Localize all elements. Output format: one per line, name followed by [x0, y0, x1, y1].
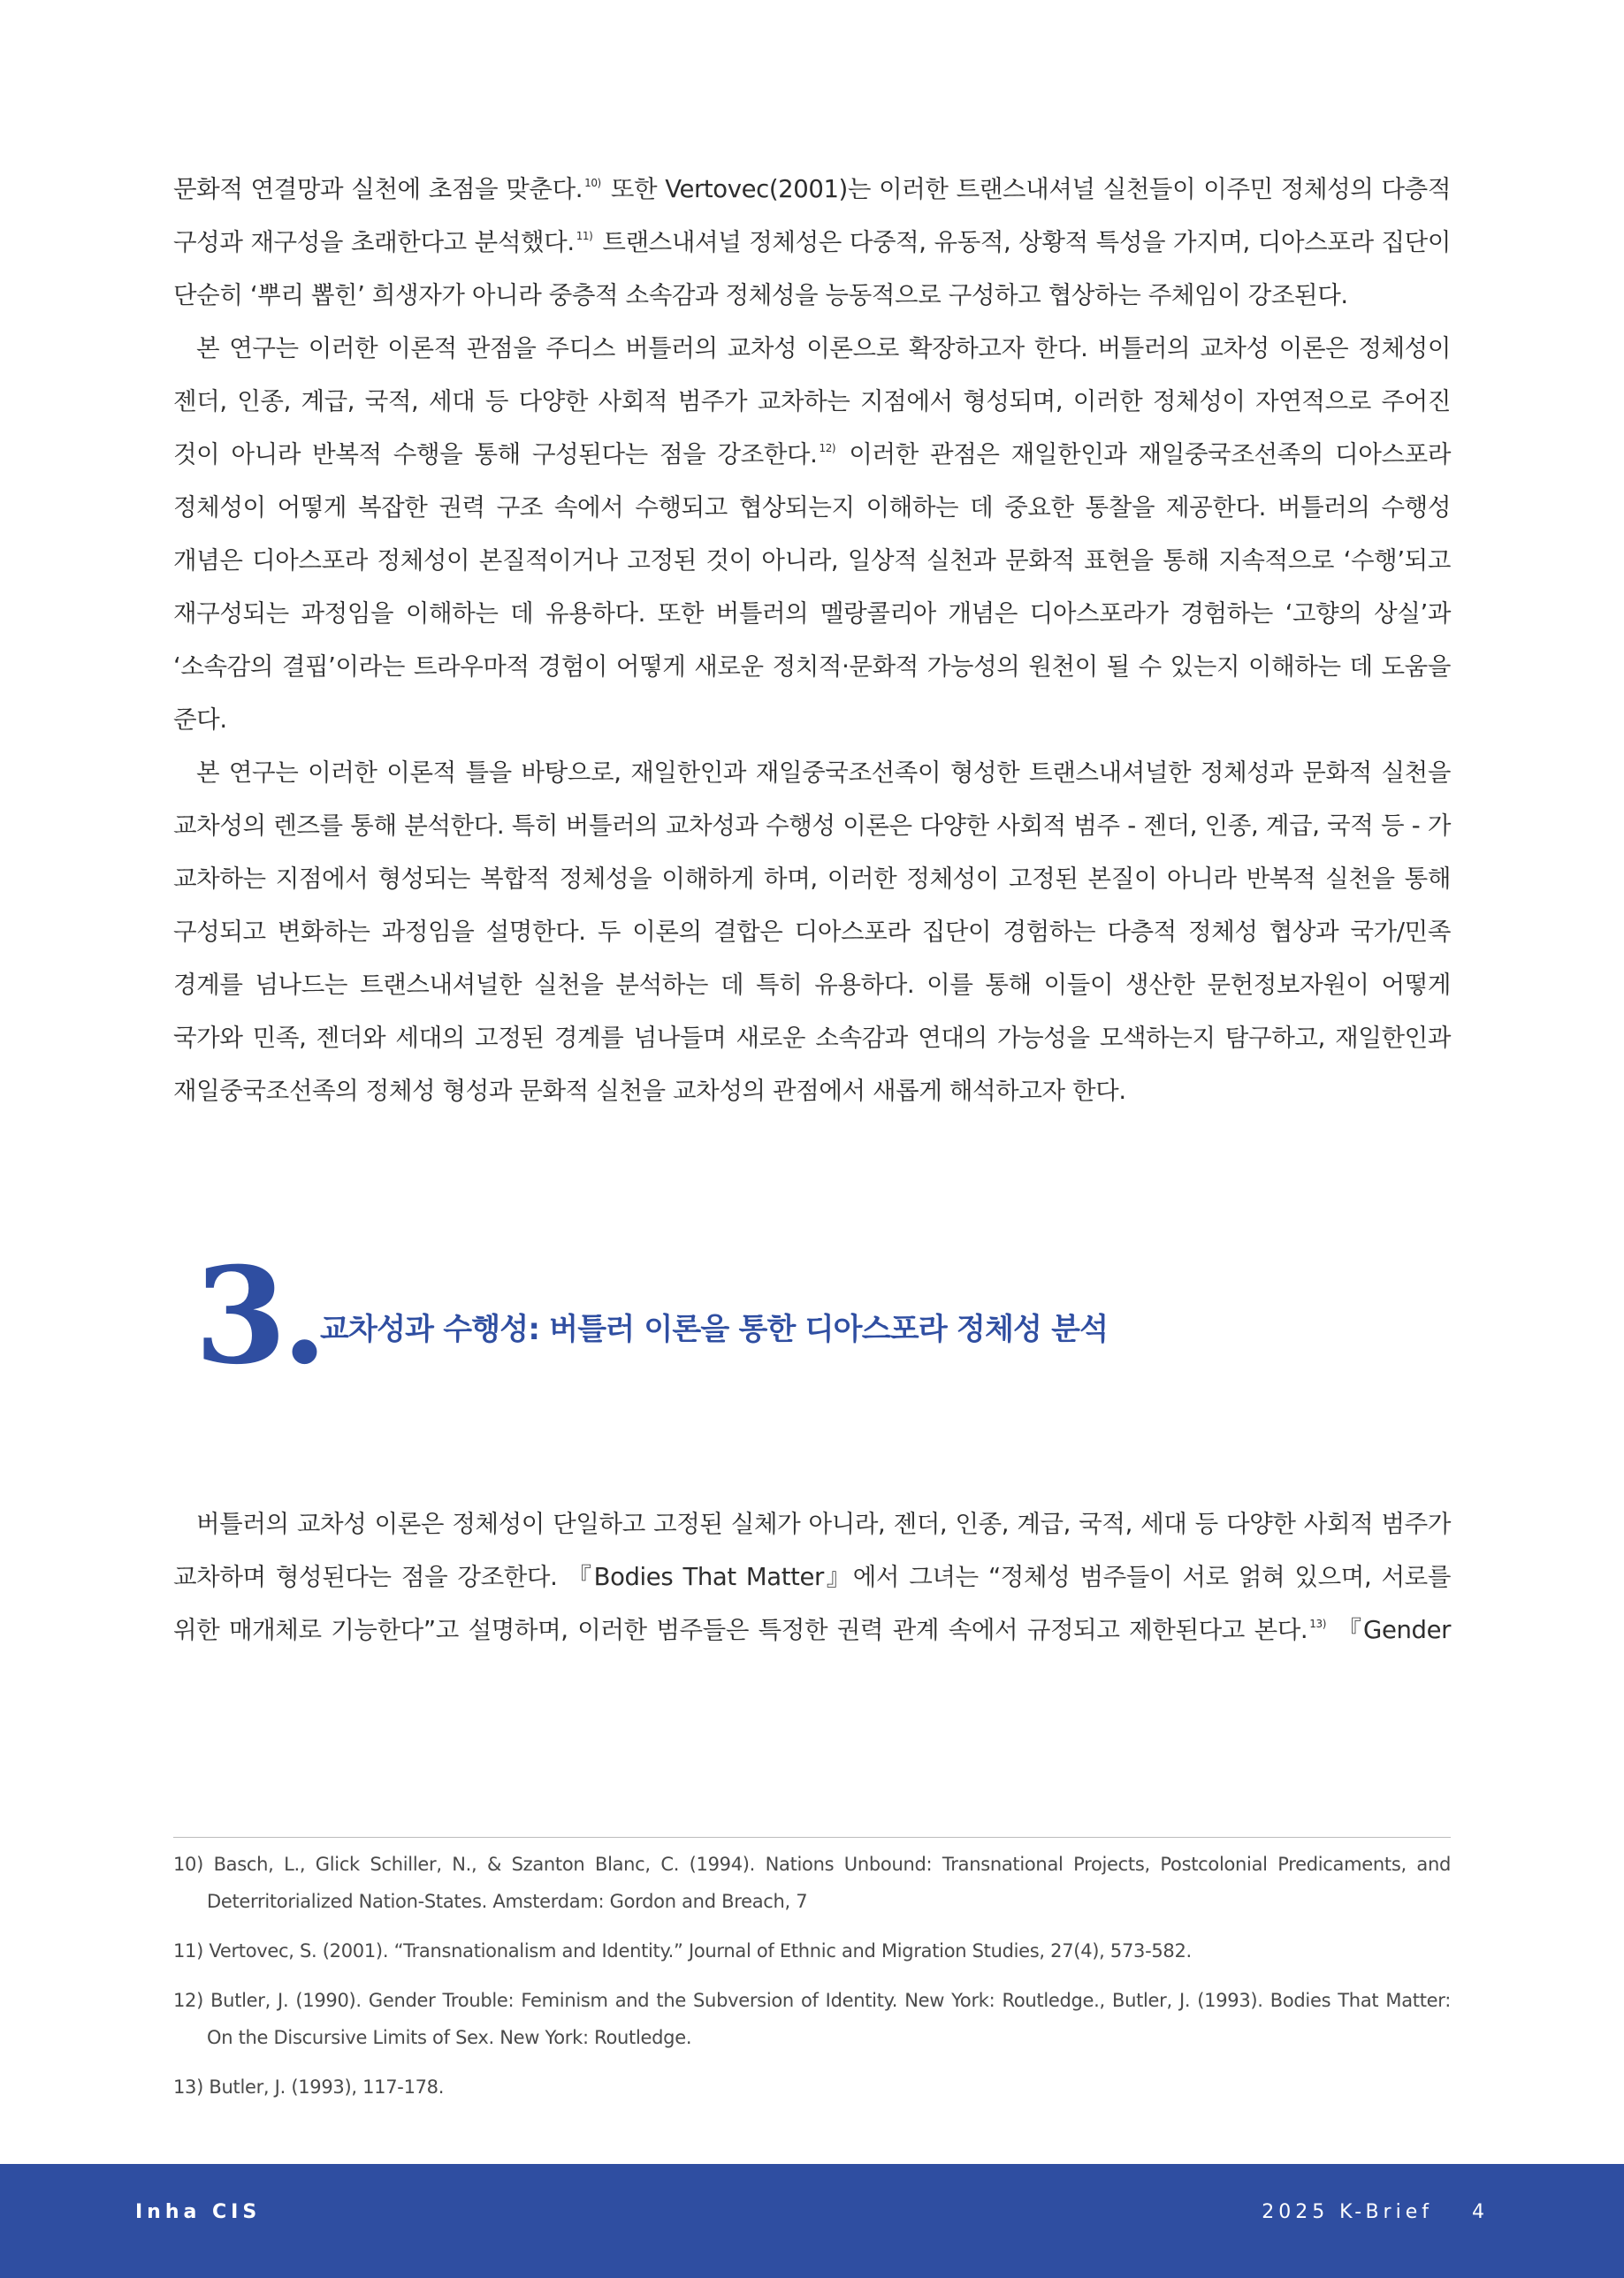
- text-span: 트랜스내셔널 정체성은 다중적, 유동적, 상황적 특성을 가지며, 디아스포라 집단이: [594, 228, 1451, 256]
- text-line: ‘소속감의 결핍’이라는 트라우마적 경험이 어떻게 새로운 정치적·문화적 가능성의 원천이 될 수 있는지 이해하는 데 도움을: [173, 652, 1451, 681]
- text-line: 본 연구는 이러한 이론적 관점을 주디스 버틀러의 교차성 이론으로 확장하고자 한다. 버틀러의 교차성 이론은 정체성이: [196, 334, 1451, 362]
- text-line: 개념은 디아스포라 정체성이 본질적이거나 고정된 것이 아니라, 일상적 실천과 문화적 표현을 통해 지속적으로 ‘수행’되고: [173, 546, 1451, 575]
- footnote-11: [173, 1932, 1451, 1969]
- footnote-12: [173, 1982, 1451, 2056]
- page-footer: [0, 2164, 1624, 2278]
- text-line: 경계를 넘나드는 트랜스내셔널한 실천을 분석하는 데 특히 유용하다. 이를 통해 이들이 생산한 문헌정보자원이 어떻게: [173, 971, 1451, 999]
- text-line: 젠더, 인종, 계급, 국적, 세대 등 다양한 사회적 범주가 교차하는 지점에서 형성되며, 이러한 정체성이 자연적으로 주어진: [173, 387, 1451, 415]
- footnote-line: 13) Butler, J. (1993), 117-178.: [173, 2076, 445, 2098]
- text-line: 준다.: [173, 705, 227, 734]
- text-line: 본 연구는 이러한 이론적 틀을 바탕으로, 재일한인과 재일중국조선족이 형성한 트랜스내셔널한 정체성과 문화적 실천을: [196, 758, 1451, 787]
- paragraph-2: [173, 322, 1451, 746]
- section-body: [173, 1497, 1451, 1657]
- text-span: 『Gender: [1328, 1616, 1452, 1644]
- text-line: 교차하는 지점에서 형성되는 복합적 정체성을 이해하게 하며, 이러한 정체성이 고정된 본질이 아니라 반복적 실천을 통해: [173, 865, 1451, 893]
- footnote-line: 12) Butler, J. (1990). Gender Trouble: Feminism and the Subversion of Identity. New York: Routledge., Butler, J. (1993). Bodies That Matter:: [173, 1990, 1451, 2011]
- footnote-divider: [173, 1837, 1451, 1838]
- text-line: 정체성이 어떻게 복잡한 권력 구조 속에서 수행되고 협상되는지 이해하는 데 중요한 통찰을 제공한다. 버틀러의 수행성: [173, 493, 1451, 522]
- footnote-ref-12[interactable]: 12): [819, 442, 836, 454]
- footnote-ref-11[interactable]: 11): [576, 230, 593, 242]
- text-span: 또한 Vertovec(2001)는 이러한 트랜스내셔널 실천들이 이주민 정체성의 다층적: [602, 175, 1451, 203]
- text-line: 재구성되는 과정임을 이해하는 데 유용하다. 또한 버틀러의 멜랑콜리아 개념은 디아스포라가 경험하는 ‘고향의 상실’과: [173, 599, 1451, 628]
- section-title: 교차성과 수행성: 버틀러 이론을 통한 디아스포라 정체성 분석: [320, 1312, 1109, 1347]
- text-line: 국가와 민족, 젠더와 세대의 고정된 경계를 넘나들며 새로운 소속감과 연대의 가능성을 모색하는지 탐구하고, 재일한인과: [173, 1024, 1451, 1052]
- paragraph-4: [173, 1497, 1451, 1657]
- text-span: 위한 매개체로 기능한다”고 설명하며, 이러한 범주들은 특정한 권력 관계 속에서 규정되고 제한된다고 본다.: [173, 1616, 1308, 1644]
- footer-right: [1262, 2201, 1489, 2223]
- text-line: 단순히 ‘뿌리 뽑힌’ 희생자가 아니라 중층적 소속감과 정체성을 능동적으로 구성하고 협상하는 주체임이 강조된다.: [173, 281, 1348, 309]
- footnote-line: Deterritorialized Nation-States. Amsterdam: Gordon and Breach, 7: [207, 1891, 808, 1912]
- section-number: 3.: [194, 1238, 323, 1394]
- paragraph-1: [173, 163, 1451, 322]
- text-line: 재일중국조선족의 정체성 형성과 문화적 실천을 교차성의 관점에서 새롭게 해석하고자 한다.: [173, 1077, 1126, 1105]
- text-span: 문화적 연결망과 실천에 초점을 맞춘다.: [173, 175, 583, 203]
- footnote-ref-10[interactable]: 10): [584, 177, 601, 189]
- paragraph-3: [173, 746, 1451, 1117]
- text-span: 구성과 재구성을 초래한다고 분석했다.: [173, 228, 575, 256]
- text-line: 구성되고 변화하는 과정임을 설명한다. 두 이론의 결합은 디아스포라 집단이 경험하는 다층적 정체성 협상과 국가/민족: [173, 918, 1451, 946]
- footnote-ref-13[interactable]: 13): [1309, 1618, 1327, 1630]
- footnote-line: 10) Basch, L., Glick Schiller, N., & Szanton Blanc, C. (1994). Nations Unbound: Transnational Projects, Postcolonial Predicaments, and: [173, 1854, 1451, 1875]
- page-number: 4: [1472, 2201, 1489, 2223]
- footer-publication: 2025 K-Brief: [1262, 2201, 1433, 2223]
- text-line: 교차성의 렌즈를 통해 분석한다. 특히 버틀러의 교차성과 수행성 이론은 다양한 사회적 범주 - 젠더, 인종, 계급, 국적 등 - 가: [173, 811, 1451, 840]
- footer-publisher: Inha CIS: [135, 2201, 262, 2223]
- intro-section: [173, 163, 1451, 1117]
- footnote-line: 11) Vertovec, S. (2001). “Transnationalism and Identity.” Journal of Ethnic and Migration Studies, 27(4), 573-582.: [173, 1940, 1192, 1962]
- footnotes: [173, 1846, 1451, 2118]
- text-line: 교차하며 형성된다는 점을 강조한다. 『Bodies That Matter』에서 그녀는 “정체성 범주들이 서로 얽혀 있으며, 서로를: [173, 1563, 1451, 1591]
- footnote-13: [173, 2068, 1451, 2106]
- footnote-line: On the Discursive Limits of Sex. New York: Routledge.: [207, 2027, 692, 2048]
- text-line: 버틀러의 교차성 이론은 정체성이 단일하고 고정된 실체가 아니라, 젠더, 인종, 계급, 국적, 세대 등 다양한 사회적 범주가: [196, 1510, 1451, 1538]
- footnote-10: [173, 1846, 1451, 1920]
- text-span: 이러한 관점은 재일한인과 재일중국조선족의 디아스포라: [837, 440, 1451, 469]
- text-span: 것이 아니라 반복적 수행을 통해 구성된다는 점을 강조한다.: [173, 440, 818, 469]
